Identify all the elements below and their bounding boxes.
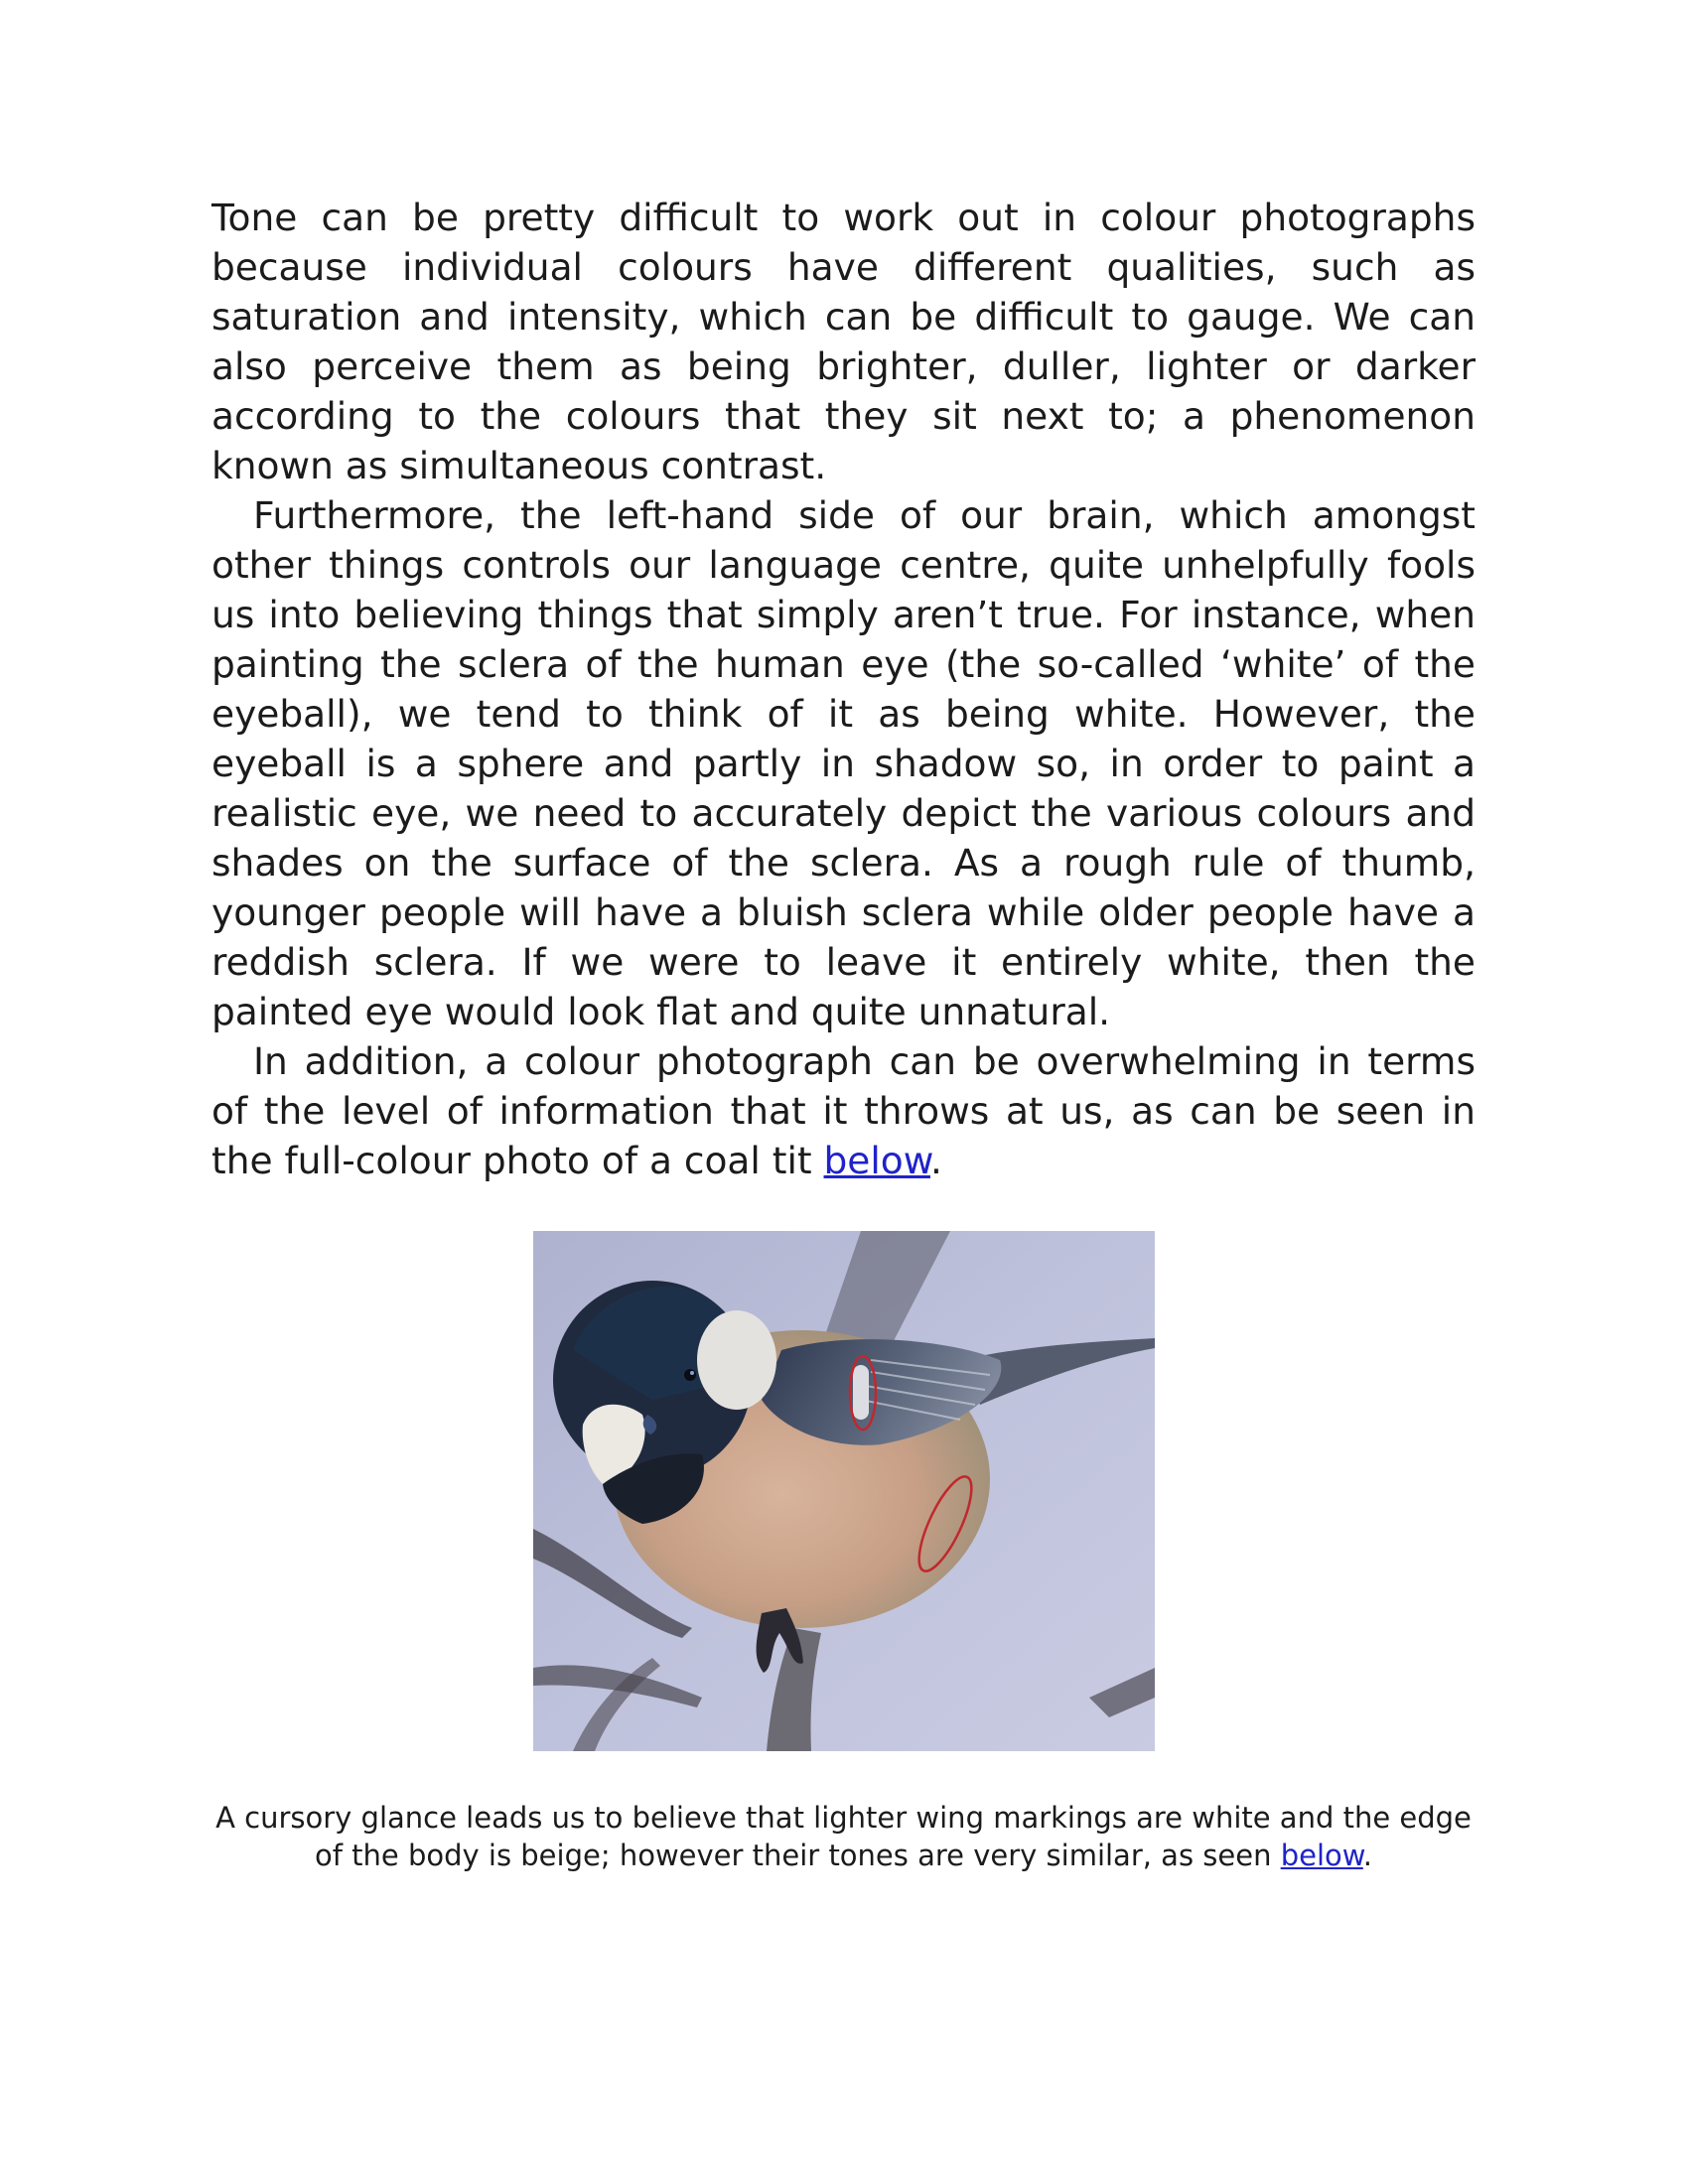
caption-below-link[interactable]: below: [1280, 1839, 1363, 1872]
nape-patch: [697, 1310, 776, 1410]
below-link[interactable]: below: [823, 1139, 930, 1182]
figure-caption: [211, 1799, 1476, 1874]
coal-tit-photo: [533, 1231, 1155, 1751]
paragraph-3-end: .: [929, 1139, 942, 1182]
wing-marking: [853, 1365, 869, 1420]
paragraph-3-text: In addition, a colour photograph can be overwhelming in terms of the level of information that it throws at us, as can be seen in the full-colour photo of a coal tit: [211, 1039, 1476, 1182]
caption-end: .: [1362, 1839, 1373, 1872]
paragraph-3: [211, 1036, 1476, 1185]
eye-highlight: [690, 1371, 694, 1375]
paragraph-1: Tone can be pretty difficult to work out in colour photographs because individual colours have different qualities, such as saturation and intensity, which can be difficult to gauge. We can also perceive them as being brighter, duller, lighter or darker according to the colours that they sit next to; a phenomenon known as simultaneous contrast.: [211, 196, 1476, 487]
eye: [684, 1369, 696, 1381]
caption-text: A cursory glance leads us to believe that lighter wing markings are white and the edge of the body is beige; however their tones are very similar, as seen: [215, 1801, 1472, 1872]
paragraph-2: Furthermore, the left-hand side of our brain, which amongst other things controls our language centre, quite unhelpfully fools us into believing things that simply aren’t true. For instance, when painting the sclera of the human eye (the so-called ‘white’ of the eyeball), we tend to think of it as being white. However, the eyeball is a sphere and partly in shadow so, in order to paint a realistic eye, we need to accurately depict the various colours and shades on the surface of the sclera. As a rough rule of thumb, younger people will have a bluish sclera while older people have a reddish sclera. If we were to leave it entirely white, then the painted eye would look flat and quite unnatural.: [211, 493, 1476, 1033]
body-text: [211, 193, 1476, 1185]
coal-tit-illustration: [533, 1231, 1155, 1751]
